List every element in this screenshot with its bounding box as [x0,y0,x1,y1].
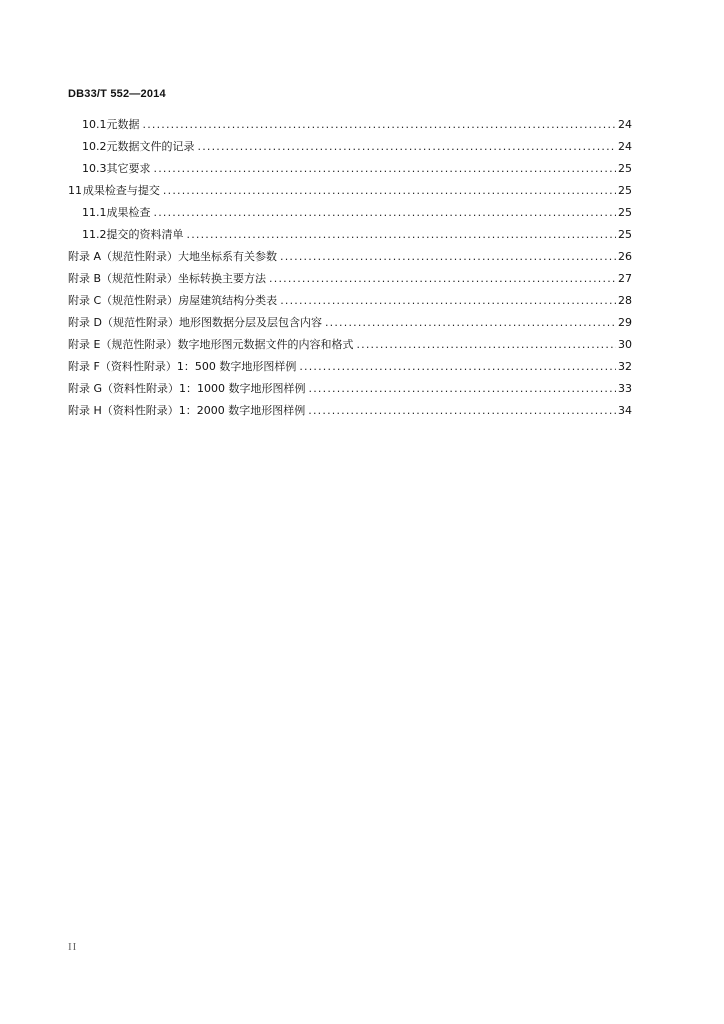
toc-row[interactable] [68,224,632,246]
appendix-label: 附录 G（资料性附录） [68,382,180,395]
toc-row[interactable] [68,136,632,158]
dot-leader [325,312,616,334]
toc-page-number: 26 [618,250,632,263]
appendix-label: 附录 D（规范性附录） [68,316,179,329]
toc-entry-number: 11 [68,184,82,197]
toc-entry-number: 10.3 [82,162,107,175]
toc-page-number: 32 [618,360,632,373]
toc-page-number: 25 [618,228,632,241]
dot-leader [143,114,617,136]
toc-entry-title: 大地坐标系有关参数 [178,250,278,263]
dot-leader [163,180,616,202]
appendix-label: 附录 F（资料性附录） [68,360,177,373]
toc-page-number: 33 [618,382,632,395]
toc-entry-title: 元数据文件的记录 [106,140,195,153]
toc-page-number: 24 [618,140,632,153]
document-code-header: DB33/T 552—2014 [68,88,166,100]
toc-entry-title: 1：1000 数字地形图样例 [179,382,306,395]
toc-entry-title: 1：500 数字地形图样例 [176,360,297,373]
toc-row[interactable] [68,246,632,268]
toc-entry-title: 元数据 [106,118,140,131]
toc-row[interactable] [68,180,632,202]
table-of-contents [68,114,632,422]
dot-leader [299,356,616,378]
appendix-label: 附录 A（规范性附录） [68,250,179,263]
dot-leader [280,290,616,312]
toc-page-number: 25 [618,184,632,197]
appendix-label: 附录 E（规范性附录） [68,338,178,351]
toc-entry-number: 11.1 [82,206,107,219]
toc-row[interactable] [68,202,632,224]
toc-page-number: 24 [618,118,632,131]
toc-page-number: 25 [618,162,632,175]
toc-page-number: 28 [618,294,632,307]
toc-page-number: 29 [618,316,632,329]
toc-entry-title: 1：2000 数字地形图样例 [178,404,306,417]
toc-entry-title: 提交的资料清单 [106,228,184,241]
toc-entry-number: 11.2 [82,228,107,241]
appendix-label: 附录 B（规范性附录） [68,272,179,285]
toc-row[interactable] [68,312,632,334]
dot-leader [269,268,616,290]
dot-leader [280,246,616,268]
toc-entry-title: 房屋建筑结构分类表 [178,294,278,307]
dot-leader [187,224,617,246]
toc-row[interactable] [68,268,632,290]
page-number-footer: II [68,941,78,953]
toc-row[interactable] [68,114,632,136]
toc-page-number: 34 [618,404,632,417]
toc-row[interactable] [68,356,632,378]
toc-entry-title: 地形图数据分层及层包含内容 [178,316,322,329]
toc-entry-number: 10.2 [82,140,107,153]
toc-page-number: 30 [618,338,632,351]
appendix-label: 附录 H（资料性附录） [68,404,179,417]
toc-entry-title: 成果检查 [106,206,151,219]
dot-leader [309,378,616,400]
dot-leader [198,136,617,158]
toc-row[interactable] [68,334,632,356]
toc-entry-number: 10.1 [82,118,107,131]
dot-leader [356,334,616,356]
toc-entry-title: 其它要求 [106,162,151,175]
toc-page-number: 25 [618,206,632,219]
toc-entry-title: 坐标转换主要方法 [178,272,267,285]
toc-entry-title: 数字地形图元数据文件的内容和格式 [177,338,354,351]
toc-row[interactable] [68,400,632,422]
toc-row[interactable] [68,158,632,180]
toc-row[interactable] [68,290,632,312]
dot-leader [154,158,617,180]
toc-entry-title: 成果检查与提交 [82,184,160,197]
dot-leader [154,202,617,224]
dot-leader [308,400,616,422]
appendix-label: 附录 C（规范性附录） [68,294,179,307]
toc-page-number: 27 [618,272,632,285]
toc-row[interactable] [68,378,632,400]
